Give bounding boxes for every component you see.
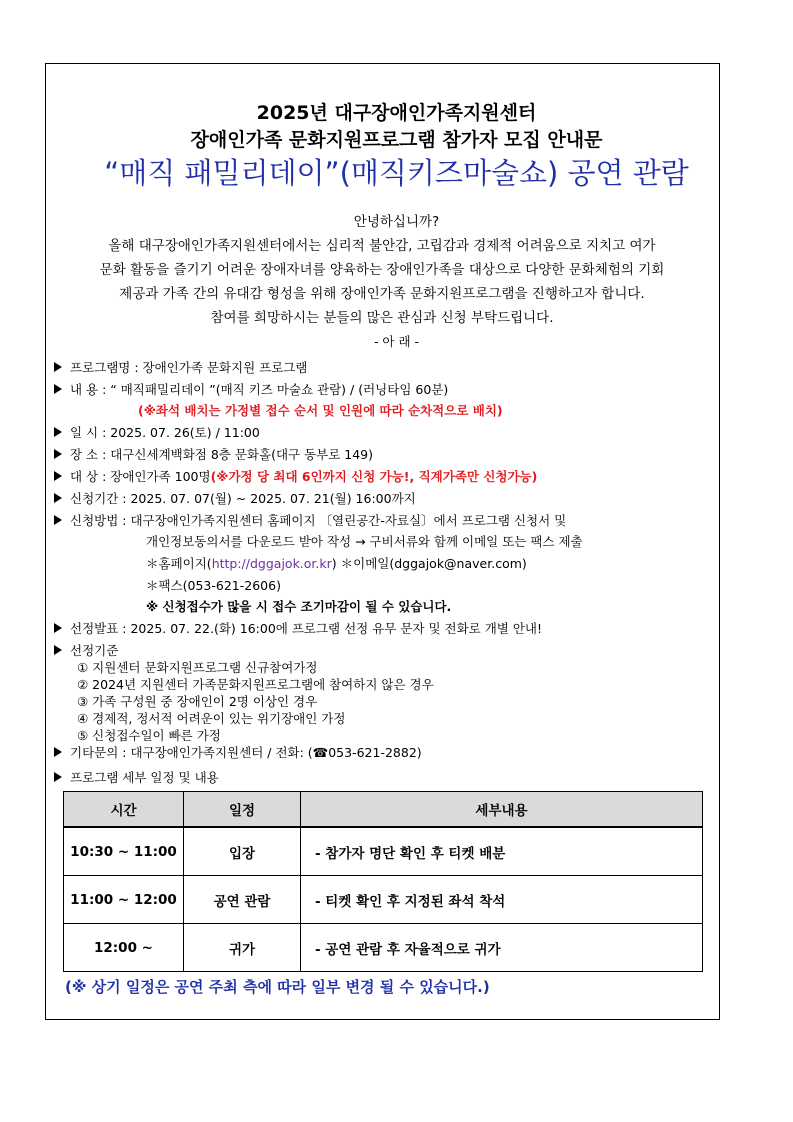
footer-note: (※ 상기 일정은 공연 주최 측에 따라 일부 변경 될 수 있습니다.) — [65, 978, 490, 996]
homepage-email-line — [146, 554, 527, 572]
title-line-1: 2025년 대구장애인가족지원센터 — [256, 102, 537, 124]
fax-line: ＊팩스(053-621-2606) — [146, 578, 281, 593]
triangle-bullet-icon — [54, 772, 62, 782]
criteria-title: 선정기준 — [70, 643, 119, 658]
item-criteria — [54, 641, 118, 659]
target-note: (※가정 당 최대 6인까지 신청 가능!, 직계가족만 신청가능) — [210, 469, 538, 484]
schedule-table — [63, 791, 703, 972]
triangle-bullet-icon — [54, 493, 62, 503]
greeting: 안녕하십니까? — [353, 214, 440, 230]
title-line-3: “매직 패밀리데이”(매직키즈마술쇼) 공연 관람 — [104, 156, 689, 190]
item-schedule-title — [54, 768, 219, 786]
item-target-text: 대 상 : 장애인가족 100명 — [70, 469, 211, 484]
item-announce-text: 선정발표 : 2025. 07. 22.(화) 16:00에 프로그램 선정 유무 문자 및 전화로 개별 안내! — [70, 621, 542, 636]
cell-schedule: 공연 관람 — [184, 876, 301, 924]
item-inquiry — [54, 743, 422, 761]
triangle-bullet-icon — [54, 623, 62, 633]
item-method — [54, 511, 566, 529]
item-date-text: 일 시 : 2025. 07. 26(토) / 11:00 — [70, 425, 260, 440]
cell-details: - 참가자 명단 확인 후 티켓 배분 — [301, 827, 703, 876]
cell-time: 12:00 ~ — [64, 924, 184, 972]
intro-paragraph — [52, 234, 712, 330]
header-schedule: 일정 — [184, 792, 301, 828]
item-inquiry-text: 기타문의 : 대구장애인가족지원센터 / 전화: (☎053-621-2882) — [70, 745, 422, 760]
title-line-2: 장애인가족 문화지원프로그램 참가자 모집 안내문 — [190, 129, 603, 151]
schedule-title-text: 프로그램 세부 일정 및 내용 — [70, 770, 219, 785]
item-date — [54, 423, 260, 441]
item-content — [54, 380, 448, 398]
criteria-item: ⑤ 신청접수일이 빠른 가정 — [77, 728, 221, 743]
intro-line: 올해 대구장애인가족지원센터에서는 심리적 불안감, 고립감과 경제적 어려움으로 지치고 여가 — [108, 238, 656, 254]
triangle-bullet-icon — [54, 747, 62, 757]
item-place — [54, 445, 373, 463]
criteria-item: ① 지원센터 문화지원프로그램 신규참여가정 — [77, 660, 318, 675]
item-period-text: 신청기간 : 2025. 07. 07(월) ~ 2025. 07. 21(월) 16:00까지 — [70, 491, 416, 506]
table-row — [64, 827, 703, 876]
homepage-link[interactable]: http://dggajok.or.kr — [211, 556, 332, 571]
method-line-2: 개인정보동의서를 다운로드 받아 작성 → 구비서류와 함께 이메일 또는 팩스 제출 — [146, 534, 583, 549]
table-row — [64, 924, 703, 972]
intro-line: 참여를 희망하시는 분들의 많은 관심과 신청 부탁드립니다. — [210, 310, 554, 326]
item-announce — [54, 619, 542, 637]
homepage-prefix: ＊홈페이지( — [146, 556, 212, 571]
header-details: 세부내용 — [301, 792, 703, 828]
intro-line: 제공과 가족 간의 유대감 형성을 위해 장애인가족 문화지원프로그램을 진행하고자 합니다. — [119, 286, 645, 302]
content-note: (※좌석 배치는 가정별 접수 순서 및 인원에 따라 순차적으로 배치) — [138, 403, 503, 418]
item-program-text: 프로그램명 : 장애인가족 문화지원 프로그램 — [70, 360, 308, 375]
early-close-note: ※ 신청접수가 많을 시 접수 조기마감이 될 수 있습니다. — [146, 599, 452, 614]
cell-details: - 티켓 확인 후 지정된 좌석 착석 — [301, 876, 703, 924]
cell-schedule: 귀가 — [184, 924, 301, 972]
triangle-bullet-icon — [54, 427, 62, 437]
triangle-bullet-icon — [54, 515, 62, 525]
cell-schedule: 입장 — [184, 827, 301, 876]
item-period — [54, 489, 416, 507]
triangle-bullet-icon — [54, 449, 62, 459]
criteria-item: ④ 경제적, 정서적 어려운이 있는 위기장애인 가정 — [77, 711, 346, 726]
triangle-bullet-icon — [54, 645, 62, 655]
criteria-item: ② 2024년 지원센터 가족문화지원프로그램에 참여하지 않은 경우 — [77, 677, 434, 692]
item-place-text: 장 소 : 대구신세계백화점 8층 문화홀(대구 동부로 149) — [70, 447, 374, 462]
item-content-text: 내 용 : “ 매직패밀리데이 ”(매직 키즈 마술쇼 관람) / (러닝타임 60분) — [70, 382, 449, 397]
triangle-bullet-icon — [54, 362, 62, 372]
email-text: ) ＊이메일(dggajok@naver.com) — [331, 556, 527, 571]
below-heading: - 아 래 - — [373, 334, 420, 349]
triangle-bullet-icon — [54, 471, 62, 481]
table-row — [64, 876, 703, 924]
item-target — [54, 467, 537, 485]
cell-time: 10:30 ~ 11:00 — [64, 827, 184, 876]
table-header-row — [64, 792, 703, 828]
triangle-bullet-icon — [54, 384, 62, 394]
item-method-text: 신청방법 : 대구장애인가족지원센터 홈페이지 〔열린공간-자료실〕에서 프로그램 신청서 및 — [70, 513, 567, 528]
cell-time: 11:00 ~ 12:00 — [64, 876, 184, 924]
item-program — [54, 358, 307, 376]
cell-details: - 공연 관람 후 자율적으로 귀가 — [301, 924, 703, 972]
intro-line: 문화 활동을 즐기기 어려운 장애자녀를 양육하는 장애인가족을 대상으로 다양한 문화체험의 기회 — [99, 262, 665, 278]
criteria-item: ③ 가족 구성원 중 장애인이 2명 이상인 경우 — [77, 694, 318, 709]
header-time: 시간 — [64, 792, 184, 828]
